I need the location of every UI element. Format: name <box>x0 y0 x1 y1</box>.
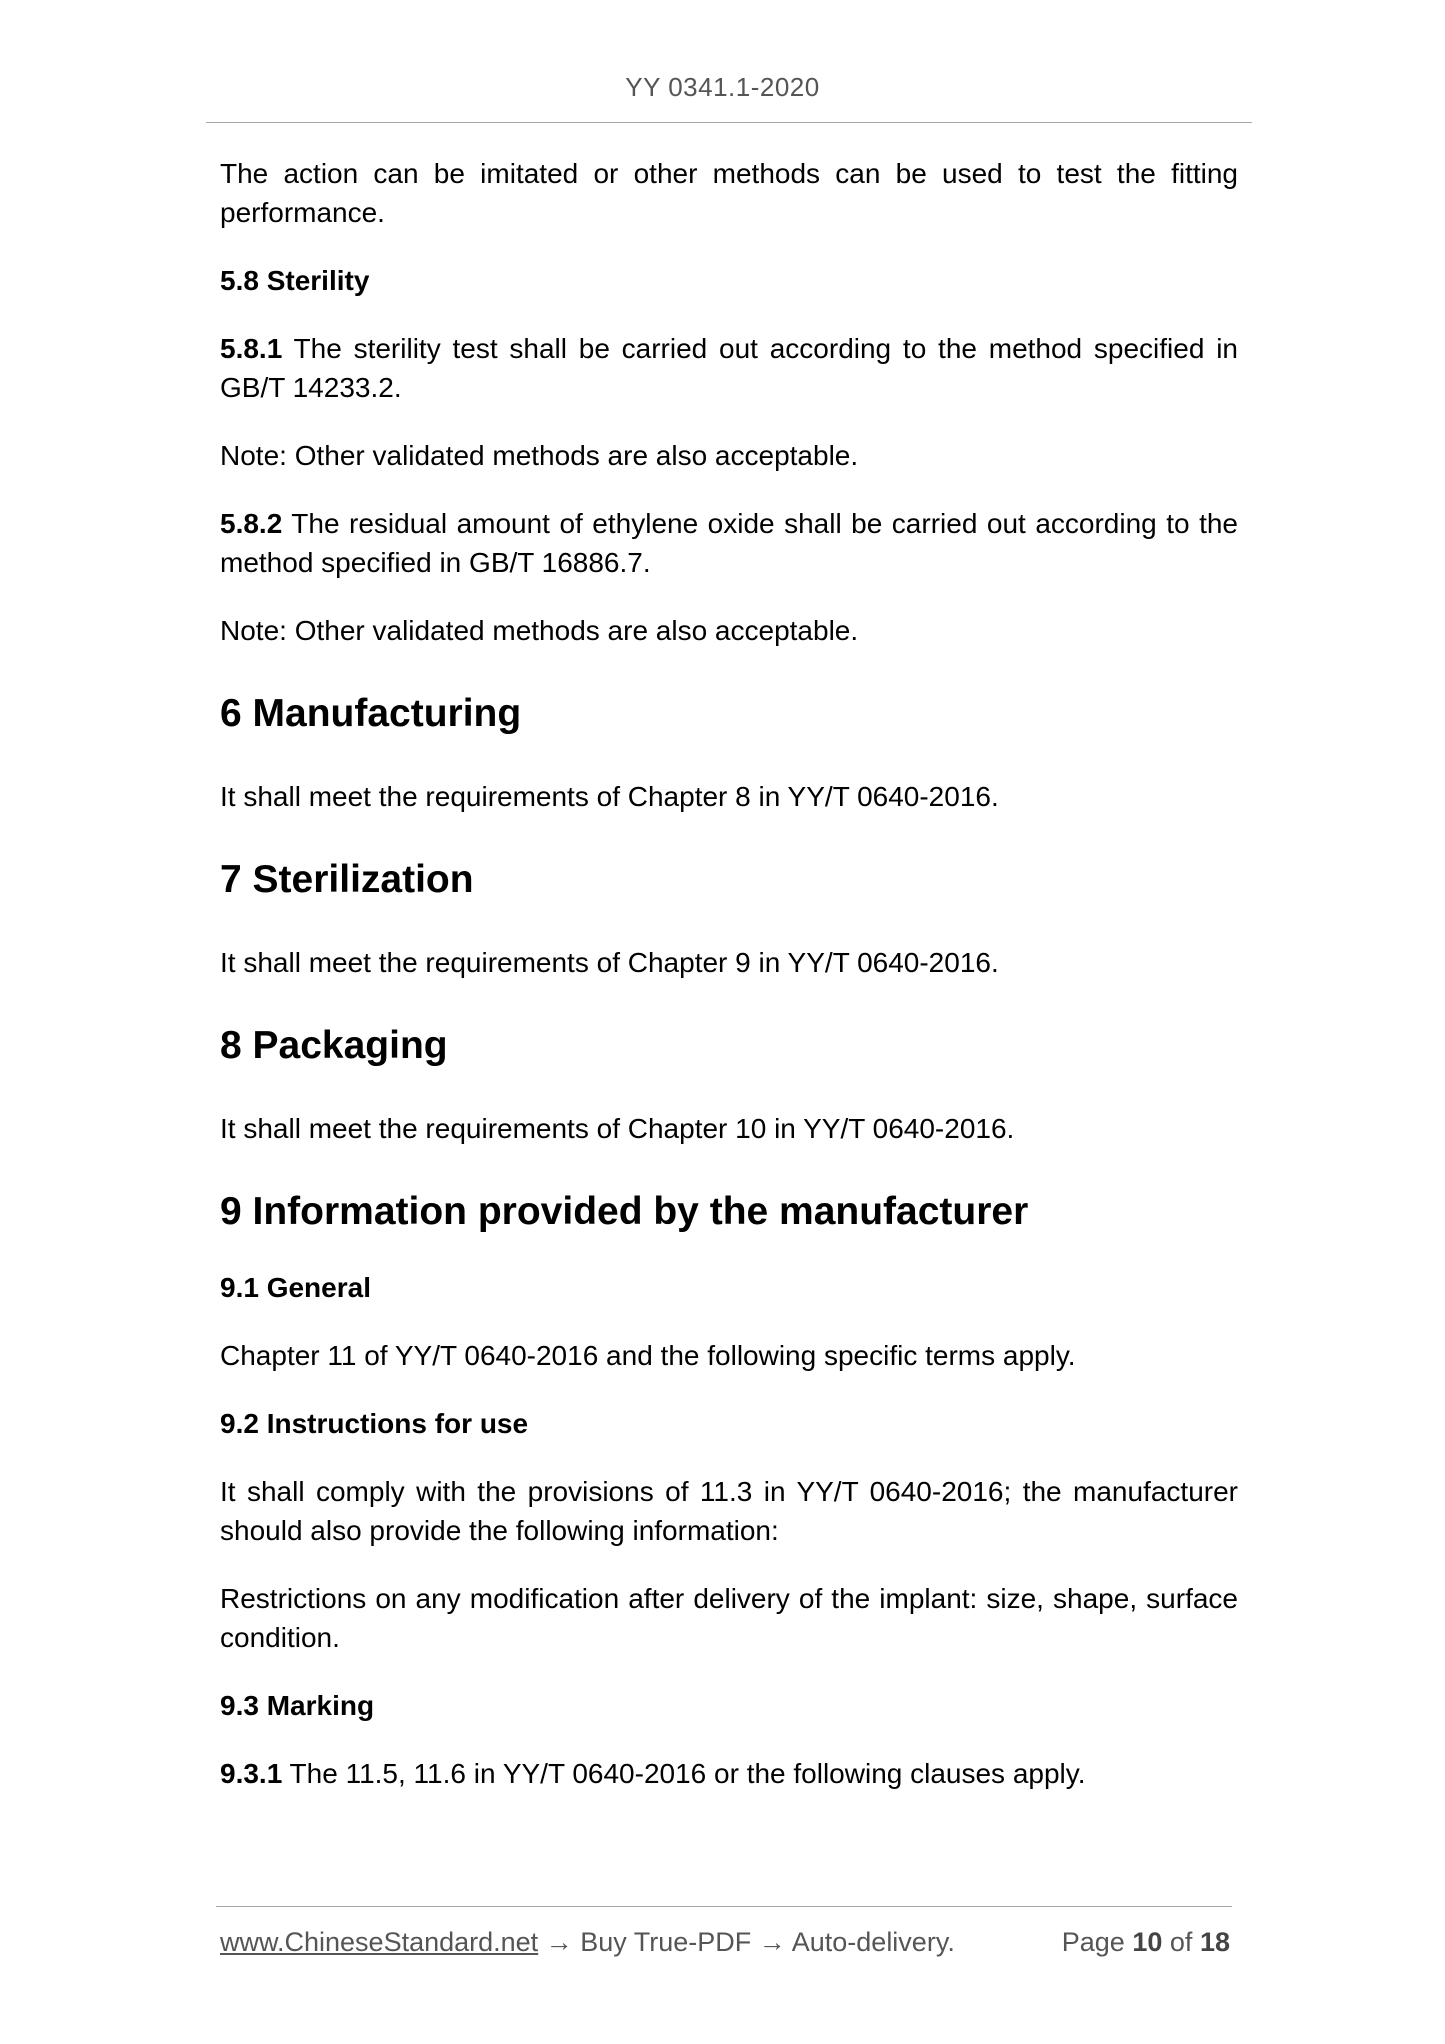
page-indicator <box>1062 1924 1230 1960</box>
page-label: Page <box>1061 1927 1125 1957</box>
paragraph-6: It shall meet the requirements of Chapter 8 in YY/T 0640-2016. <box>220 781 999 812</box>
promo-text: → Buy True-PDF → Auto-delivery. <box>538 1927 955 1957</box>
heading-9-3: 9.3 Marking <box>220 1690 375 1721</box>
paragraph-9-1: Chapter 11 of YY/T 0640-2016 and the following specific terms apply. <box>220 1340 1076 1371</box>
clause-text: The sterility test shall be carried out according to the method specified in GB/T 14233.2. <box>220 333 1238 403</box>
clause-number: 5.8.2 <box>220 508 283 539</box>
clause-text: The residual amount of ethylene oxide shall be carried out according to the method specified in GB/T 16886.7. <box>220 508 1238 578</box>
page-current: 10 <box>1132 1927 1163 1957</box>
site-link[interactable]: www.ChineseStandard.net <box>220 1927 539 1957</box>
paragraph-fitting: The action can be imitated or other methods can be used to test the fitting performance. <box>220 158 1238 228</box>
clause-number: 9.3.1 <box>220 1758 283 1789</box>
paragraph-9-2: It shall comply with the provisions of 11.3 in YY/T 0640-2016; the manufacturer should also provide the following information: <box>220 1476 1238 1546</box>
paragraph-9-2-restrictions: Restrictions on any modification after delivery of the implant: size, shape, surface condition. <box>220 1583 1238 1653</box>
clause-text: The 11.5, 11.6 in YY/T 0640-2016 or the following clauses apply. <box>282 1758 1086 1789</box>
footer-divider <box>216 1906 1232 1907</box>
page-total: 18 <box>1199 1927 1230 1957</box>
paragraph-8: It shall meet the requirements of Chapter 10 in YY/T 0640-2016. <box>220 1113 1015 1144</box>
heading-9-1: 9.1 General <box>220 1272 371 1303</box>
header-divider <box>206 122 1252 123</box>
note-2: Note: Other validated methods are also acceptable. <box>220 615 859 646</box>
page-header: YY 0341.1-2020 <box>625 72 820 102</box>
heading-6: 6 Manufacturing <box>220 692 522 735</box>
heading-8: 8 Packaging <box>220 1024 448 1067</box>
document-body <box>220 154 1238 1793</box>
clause-5-8-1 <box>220 329 1238 407</box>
heading-9: 9 Information provided by the manufacturer <box>220 1190 1029 1233</box>
heading-5-8: 5.8 Sterility <box>220 265 370 296</box>
page-footer <box>220 1924 1230 1960</box>
page-of: of <box>1169 1927 1193 1957</box>
clause-9-3-1 <box>220 1754 1238 1793</box>
heading-7: 7 Sterilization <box>220 858 474 901</box>
note-1: Note: Other validated methods are also acceptable. <box>220 440 859 471</box>
paragraph-7: It shall meet the requirements of Chapter 9 in YY/T 0640-2016. <box>220 947 999 978</box>
clause-5-8-2 <box>220 504 1238 582</box>
clause-number: 5.8.1 <box>220 333 283 364</box>
heading-9-2: 9.2 Instructions for use <box>220 1408 529 1439</box>
